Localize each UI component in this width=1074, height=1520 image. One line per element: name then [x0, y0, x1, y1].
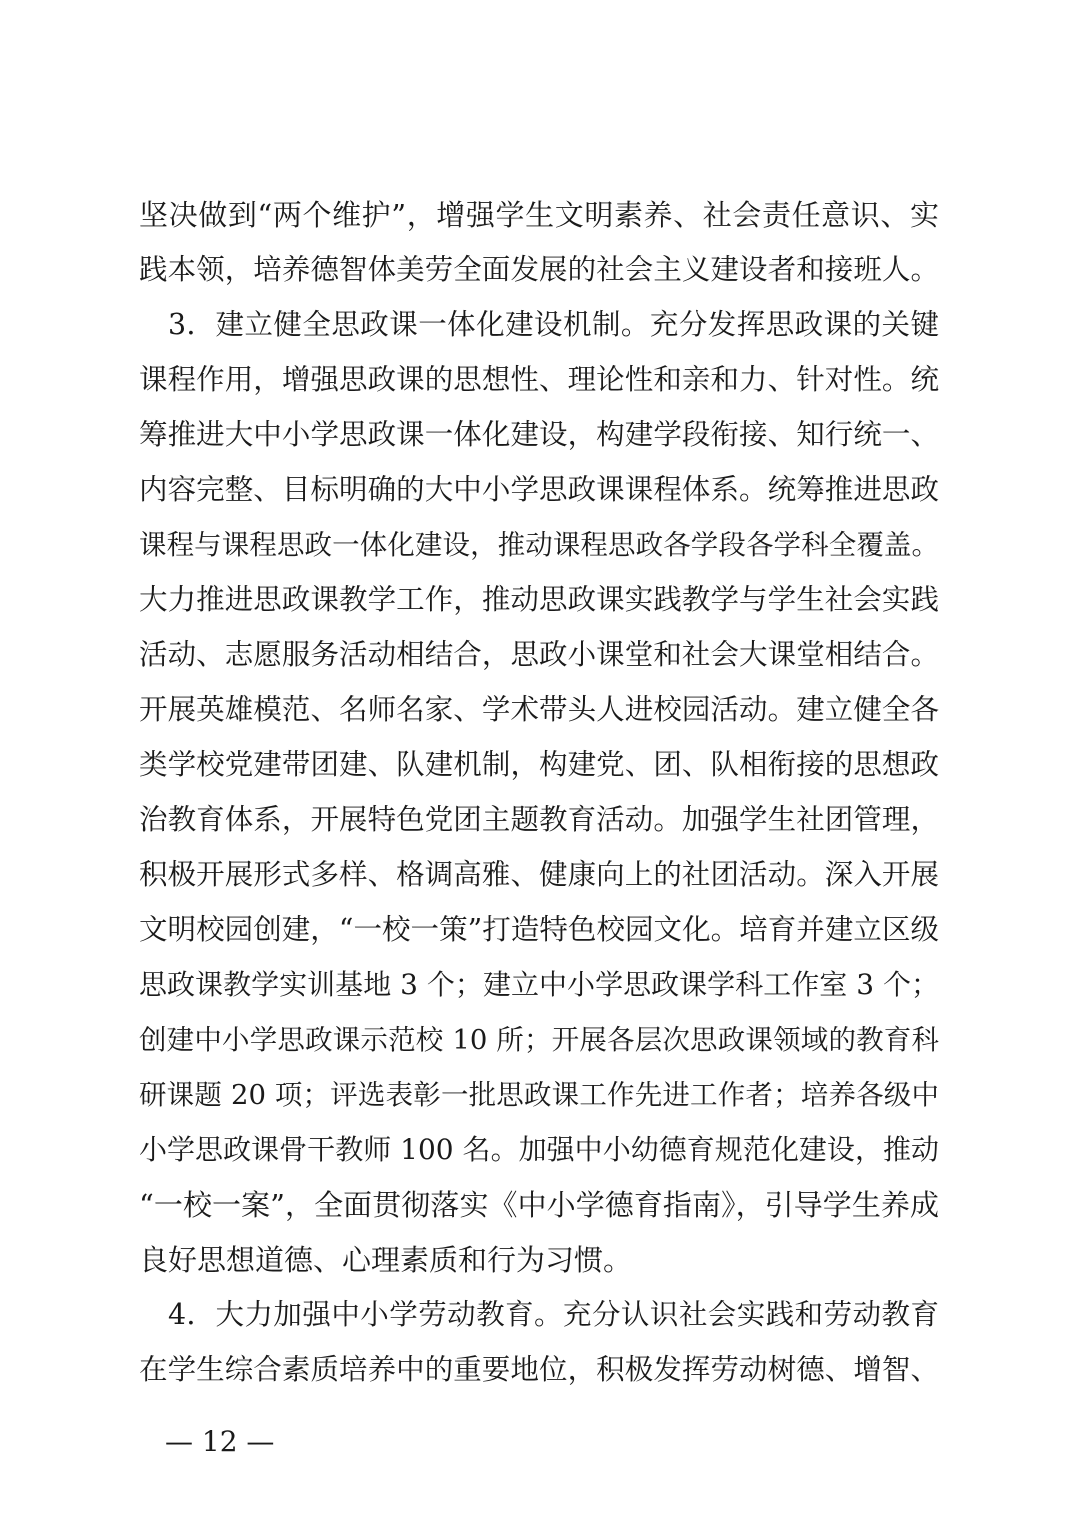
text-line-13: 积极开展形式多样、格调高雅、健康向上的社团活动。深入开展 — [139, 858, 939, 891]
text-line-19: “一校一案”，全面贯彻落实《中小学德育指南》，引导学生养成 — [139, 1188, 939, 1222]
text-line-22: 在学生综合素质培养中的重要地位，积极发挥劳动树德、增智、 — [139, 1353, 939, 1386]
text-line-21: 4．大力加强中小学劳动教育。充分认识社会实践和劳动教育 — [139, 1298, 939, 1331]
page-number: — 12 — — [165, 1425, 275, 1458]
text-line-2: 践本领，培养德智体美劳全面发展的社会主义建设者和接班人。 — [139, 253, 939, 286]
text-line-14: 文明校园创建，“一校一策”打造特色校园文化。培育并建立区级 — [139, 913, 939, 946]
text-line-8: 大力推进思政课教学工作，推动思政课实践教学与学生社会实践 — [139, 583, 939, 616]
text-line-20: 良好思想道德、心理素质和行为习惯。 — [139, 1243, 633, 1277]
text-line-1: 坚决做到“两个维护”，增强学生文明素养、社会责任意识、实 — [139, 198, 939, 232]
text-line-7: 课程与课程思政一体化建设，推动课程思政各学段各学科全覆盖。 — [139, 529, 939, 561]
text-line-16: 创建中小学思政课示范校 10 所；开展各层次思政课领域的教育科 — [139, 1024, 939, 1056]
text-line-4: 课程作用，增强思政课的思想性、理论性和亲和力、针对性。统 — [139, 363, 939, 396]
text-line-10: 开展英雄模范、名师名家、学术带头人进校园活动。建立健全各 — [139, 693, 939, 726]
text-line-5: 筹推进大中小学思政课一体化建设，构建学段衔接、知行统一、 — [139, 418, 939, 451]
text-line-15: 思政课教学实训基地 3 个；建立中小学思政课学科工作室 3 个； — [139, 968, 939, 1001]
text-line-3: 3．建立健全思政课一体化建设机制。充分发挥思政课的关键 — [139, 308, 939, 341]
text-line-12: 治教育体系，开展特色党团主题教育活动。加强学生社团管理， — [139, 803, 939, 836]
text-line-17: 研课题 20 项；评选表彰一批思政课工作先进工作者；培养各级中 — [139, 1079, 939, 1111]
text-line-6: 内容完整、目标明确的大中小学思政课课程体系。统筹推进思政 — [139, 473, 939, 506]
text-line-9: 活动、志愿服务活动相结合，思政小课堂和社会大课堂相结合。 — [139, 638, 939, 671]
text-line-18: 小学思政课骨干教师 100 名。加强中小幼德育规范化建设，推动 — [139, 1133, 939, 1166]
text-line-11: 类学校党建带团建、队建机制，构建党、团、队相衔接的思想政 — [139, 748, 939, 781]
